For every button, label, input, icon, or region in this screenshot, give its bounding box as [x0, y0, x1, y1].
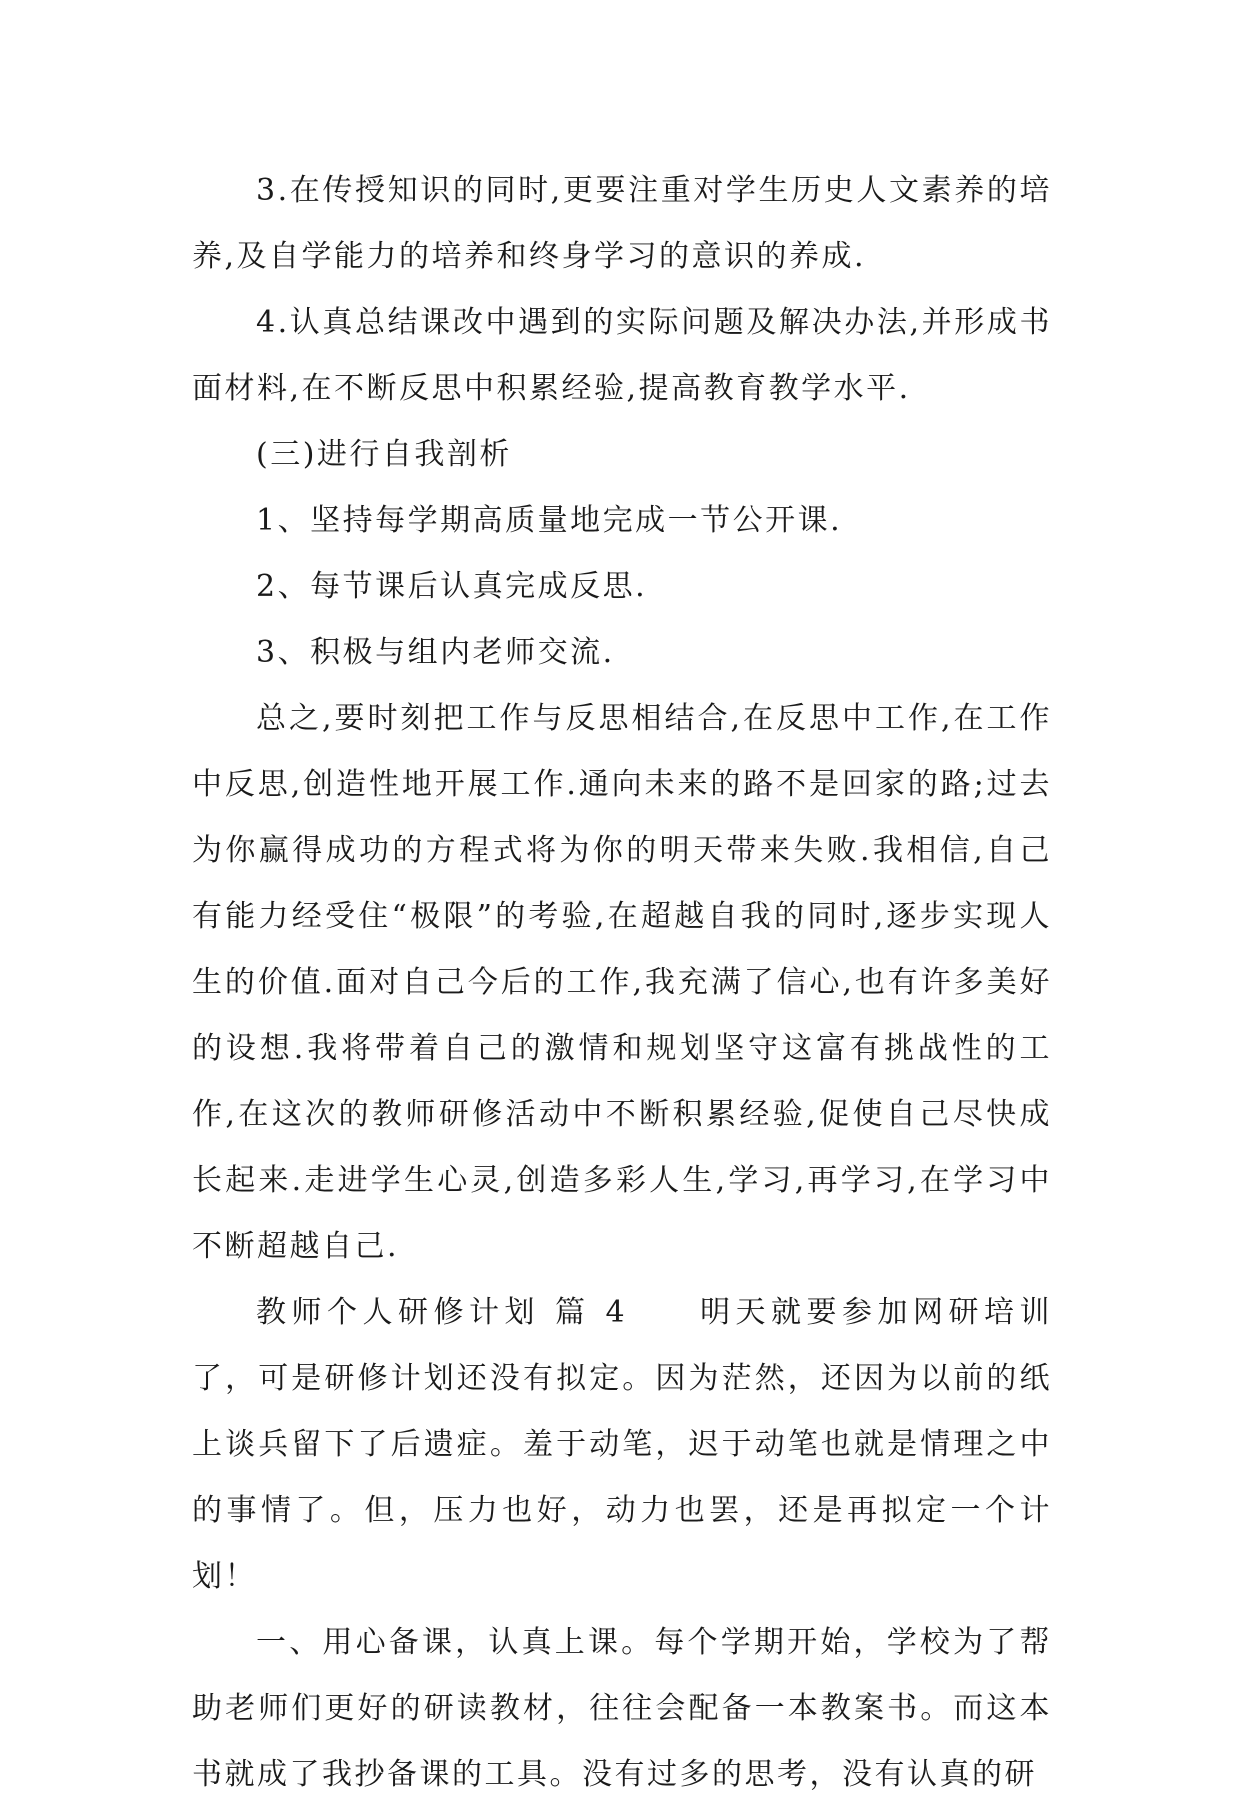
paragraph-item-3: 3.在传授知识的同时,更要注重对学生历史人文素养的培养,及自学能力的培养和终身学习的意识的养成.	[192, 173, 1052, 274]
list-item-2: 2、每节课后认真完成反思.	[256, 569, 648, 604]
list-item-3: 3、积极与组内老师交流.	[256, 635, 615, 670]
subsection-heading: (三)进行自我剖析	[256, 437, 512, 472]
paragraph-item-4: 4.认真总结课改中遇到的实际问题及解决办法,并形成书面材料,在不断反思中积累经验,提高教育教学水平.	[192, 305, 1052, 406]
section-paragraph	[192, 1280, 1052, 1610]
lesson-prep-paragraph: 一、用心备课，认真上课。每个学期开始，学校为了帮助老师们更好的研读教材，往往会配备一本教案书。而这本书就成了我抄备课的工具。没有过多的思考，没有认真的研	[192, 1625, 1052, 1792]
summary-paragraph: 总之,要时刻把工作与反思相结合,在反思中工作,在工作中反思,创造性地开展工作.通向未来的路不是回家的路;过去为你赢得成功的方程式将为你的明天带来失败.我相信,自己有能力经受住“极限”的考验,在超越自我的同时,逐步实现人生的价值.面对自己今后的工作,我充满了信心,也有许多美好的设想.我将带着自己的激情和规划坚守这富有挑战性的工作,在这次的教师研修活动中不断积累经验,促使自己尽快成长起来.走进学生心灵,创造多彩人生,学习,再学习,在学习中不断超越自己.	[192, 701, 1052, 1264]
list-item-1: 1、坚持每学期高质量地完成一节公开课.	[256, 503, 843, 538]
section-heading: 教师个人研修计划 篇 4	[256, 1295, 628, 1330]
section-intro-text: 明天就要参加网研培训了，可是研修计划还没有拟定。因为茫然，还因为以前的纸上谈兵留下了后遗症。羞于动笔，迟于动笔也就是情理之中的事情了。但，压力也好，动力也罢，还是再拟定一个计划！	[192, 1295, 1052, 1594]
document-page	[192, 158, 1052, 1808]
